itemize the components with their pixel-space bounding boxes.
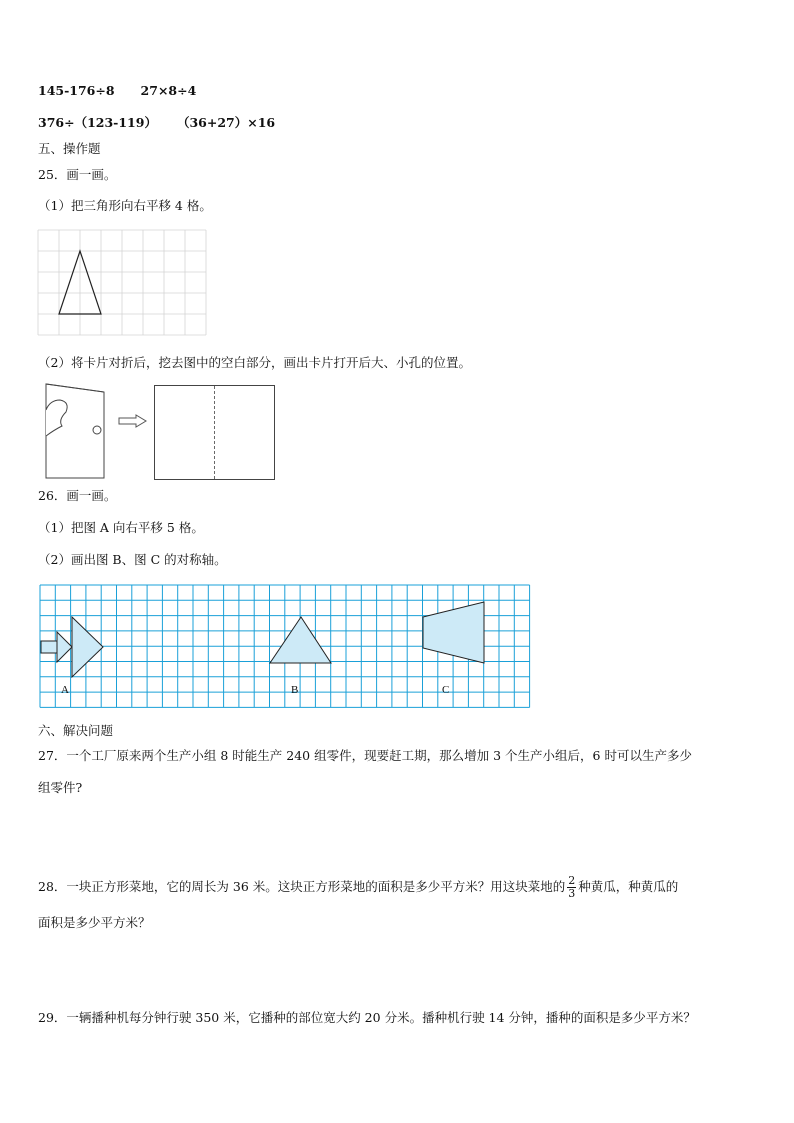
calc-expr: （36+27）×16 (176, 115, 276, 130)
label-b: B (291, 684, 299, 696)
q28-text-b: 种黄瓜，种黄瓜的 (578, 879, 679, 894)
question-title: 26．画一画。 (38, 488, 117, 503)
shape-b (270, 617, 331, 663)
q28-line2: 面积是多少平方米？ (38, 915, 151, 930)
q27-line2: 组零件? (38, 780, 83, 795)
q28-text-a: 28．一块正方形菜地，它的周长为 36 米。这块正方形菜地的面积是多少平方米？用这块菜地的 (38, 879, 566, 894)
calc-row-1 (38, 83, 196, 99)
q25-triangle-grid (38, 230, 208, 338)
calc-expr: 376÷（123-119） (38, 115, 157, 130)
calc-row-2 (38, 115, 275, 131)
shape-c (423, 602, 484, 663)
label-c: C (442, 684, 450, 696)
question-part: （1）把三角形向右平移 4 格。 (38, 198, 212, 213)
small-hole (93, 426, 101, 434)
arrow-icon (118, 414, 148, 428)
fraction (567, 875, 576, 900)
label-a: A (61, 684, 69, 696)
q26-shapes-grid (40, 585, 532, 711)
fraction-numerator: 2 (568, 874, 576, 887)
question-part: （2）画出图 B、图 C 的对称轴。 (38, 552, 227, 567)
calc-expr: 27×8÷4 (140, 83, 197, 98)
q28-line1 (38, 870, 678, 904)
question-part: （1）把图 A 向右平移 5 格。 (38, 520, 204, 535)
calc-expr: 145-176÷8 (38, 83, 115, 98)
shape-a (41, 617, 103, 677)
folded-card-figure (40, 380, 110, 480)
opened-card (154, 385, 276, 481)
question-part: （2）将卡片对折后，挖去图中的空白部分，画出卡片打开后大、小孔的位置。 (38, 355, 471, 370)
q29-line1: 29．一辆播种机每分钟行驶 350 米，它播种的部位宽大约 20 分米。播种机行驶 14 分钟，播种的面积是多少平方米？ (38, 1010, 696, 1025)
q27-line1: 27．一个工厂原来两个生产小组 8 时能生产 240 组零件，现要赶工期，那么增加 3 个生产小组后，6 时可以生产多少 (38, 748, 692, 763)
section-title: 五、操作题 (38, 141, 101, 156)
fraction-denominator: 3 (568, 887, 576, 900)
question-title: 25．画一画。 (38, 167, 117, 182)
section-title: 六、解决问题 (38, 723, 114, 738)
